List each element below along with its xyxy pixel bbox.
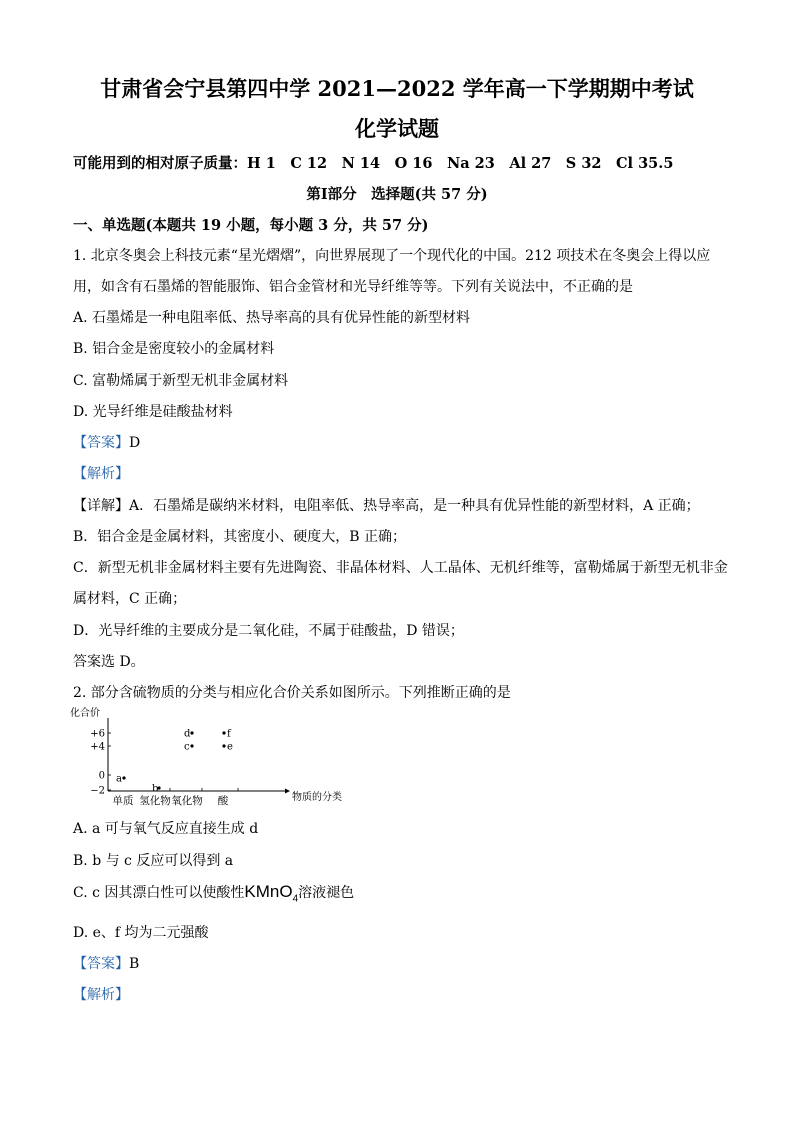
point-label-e: e: [227, 741, 233, 753]
q1-stem-line2: 用，如含有石墨烯的智能服饰、铝合金管材和光导纤维等等。下列有关说法中，不正确的是: [73, 279, 633, 295]
y-tick-label: +4: [90, 741, 105, 753]
y-tick-label: 0: [98, 770, 105, 782]
part-heading: 第Ⅰ部分 选择题(共 57 分): [306, 186, 488, 203]
q1-conclusion: 答案选 D。: [73, 654, 145, 670]
option-c-post: 溶液褪色: [298, 885, 355, 901]
x-tick-label: 氧化物: [171, 795, 203, 807]
valence-chart: [70, 708, 342, 808]
q1-stem-line1: 1. 北京冬奥会上科技元素“星光熠熠”，向世界展现了一个现代化的中国。212 项技术在冬奥会上得以应: [73, 248, 711, 264]
x-tick-label: 单质: [112, 795, 134, 807]
q2-option-c: [73, 882, 354, 904]
answer-value: D: [129, 435, 141, 451]
answer-value: B: [129, 956, 140, 972]
point-a: [122, 776, 125, 779]
point-f: [222, 731, 225, 734]
q1-analysis-tag: 【解析】: [73, 466, 129, 482]
q1-detail-a: [73, 495, 700, 515]
q1-answer: [73, 432, 140, 452]
point-label-c: c: [184, 741, 190, 753]
q1-detail-d: D．光导纤维的主要成分是二氧化硅，不属于硅酸盐，D 错误；: [73, 623, 464, 639]
q1-detail-c1: C．新型无机非金属材料主要有先进陶瓷、非晶体材料、人工晶体、无机纤维等，富勒烯属于新型无机非金: [73, 560, 728, 576]
atomic-masses: 可能用到的相对原子质量：H 1 C 12 N 14 O 16 Na 23 Al 27 S 32 Cl 35.5: [73, 155, 674, 172]
x-axis-arrow: [285, 789, 290, 794]
q1-option-d: D. 光导纤维是硅酸盐材料: [73, 404, 233, 420]
q2-option-b: B. b 与 c 反应可以得到 a: [73, 853, 234, 869]
q1-option-c: C. 富勒烯属于新型无机非金属材料: [73, 373, 289, 389]
q1-detail-b: B．铝合金是金属材料，其密度小、硬度大，B 正确；: [73, 529, 407, 545]
exam-subtitle: 化学试题: [355, 116, 439, 141]
point-d: [190, 731, 193, 734]
section-heading: 一、单选题(本题共 19 小题，每小题 3 分，共 57 分): [73, 217, 429, 234]
formula-sub: 4: [292, 893, 299, 905]
q1-detail-c2: 属材料，C 正确；: [73, 591, 187, 607]
y-tick-label: +6: [90, 728, 105, 740]
q1-option-a: A. 石墨烯是一种电阻率低、热导率高的具有优异性能的新型材料: [73, 310, 471, 326]
y-tick-label: −2: [90, 785, 105, 797]
point-label-f: f: [227, 728, 231, 740]
q2-answer: [73, 953, 139, 973]
y-axis-label: 化合价: [70, 708, 100, 719]
detail-a-text: A．石墨烯是碳纳米材料，电阻率低、热导率高，是一种具有优异性能的新型材料，A 正确；: [129, 498, 700, 514]
q2-stem: 2. 部分含硫物质的分类与相应化合价关系如图所示。下列推断正确的是: [73, 685, 511, 701]
point-label-d: d: [184, 728, 191, 740]
x-tick-label: 氢化物: [139, 795, 171, 807]
kmno4-formula: [244, 882, 299, 905]
point-e: [222, 744, 225, 747]
detail-tag: 【详解】: [73, 498, 129, 514]
answer-tag: 【答案】: [73, 956, 129, 972]
q2-option-d: D. e、f 均为二元强酸: [73, 925, 209, 941]
point-label-a: a: [116, 773, 122, 785]
q1-option-b: B. 铝合金是密度较小的金属材料: [73, 341, 275, 357]
q2-option-a: A. a 可与氧气反应直接生成 d: [73, 821, 259, 837]
x-axis-label: 物质的分类: [292, 792, 342, 803]
x-tick-label: 酸: [217, 795, 229, 807]
formula-main: KMnO: [244, 882, 293, 901]
point-c: [190, 744, 193, 747]
exam-title: 甘肃省会宁县第四中学 2021—2022 学年高一下学期期中考试: [100, 76, 694, 101]
point-label-b: b: [152, 783, 159, 795]
answer-tag: 【答案】: [73, 435, 129, 451]
q2-analysis-tag: 【解析】: [73, 987, 129, 1003]
option-c-pre: C. c 因其漂白性可以使酸性: [73, 885, 245, 901]
